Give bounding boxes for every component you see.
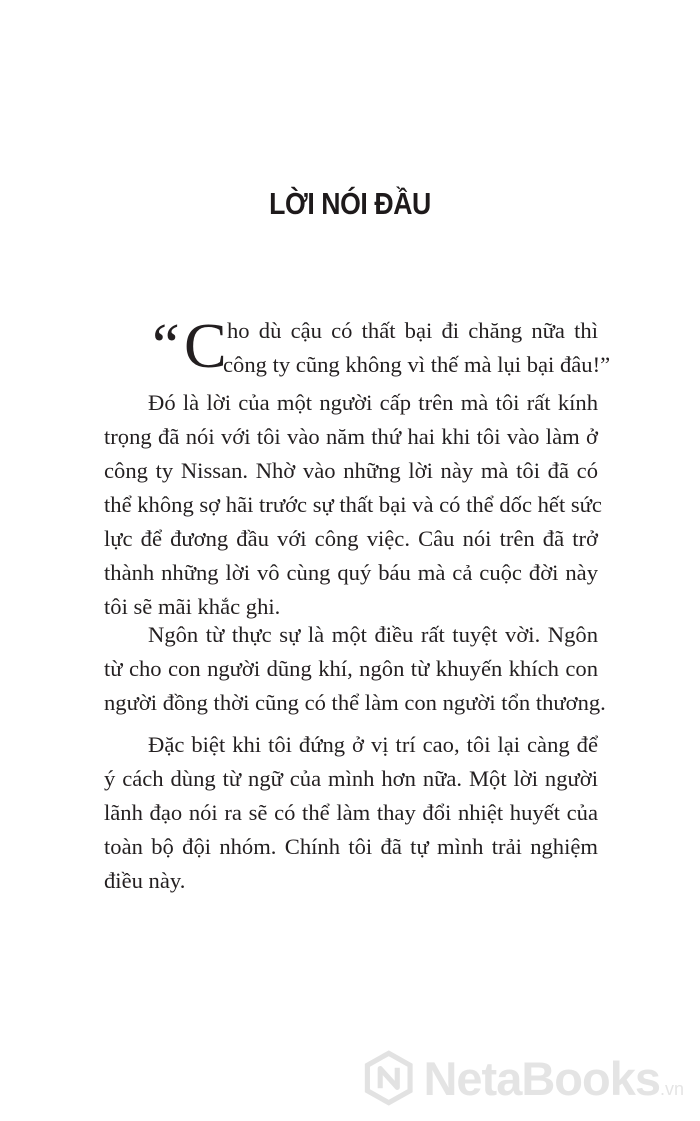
text-line: người đồng thời cũng có thể làm con người tổn thương.: [104, 690, 606, 715]
text-line: thể không sợ hãi trước sự thất bại và có thể dốc hết sức: [104, 492, 602, 517]
opening-quote: [104, 310, 611, 386]
drop-cap: C: [184, 310, 227, 381]
text-line: công ty Nissan. Nhờ vào những lời này mà tôi đã có: [104, 458, 598, 483]
text-line: toàn bộ đội nhóm. Chính tôi đã tự mình trải nghiệm: [104, 834, 598, 859]
text-line: trọng đã nói với tôi vào năm thứ hai khi tôi vào làm ở: [104, 424, 598, 449]
text-line: lực để đương đầu với công việc. Câu nói trên đã trở: [104, 526, 598, 551]
netabooks-logo-icon: [364, 1046, 413, 1110]
text-line: ý cách dùng từ ngữ của mình hơn nữa. Một lời người: [104, 766, 598, 791]
quote-line-2: công ty cũng không vì thế mà lụi bại đâu!”: [223, 352, 611, 377]
text-line: lãnh đạo nói ra sẽ có thể làm thay đổi nhiệt huyết của: [104, 800, 598, 825]
paragraph-1: [104, 386, 602, 624]
paragraph-3: [104, 728, 598, 898]
text-line: từ cho con người dũng khí, ngôn từ khuyến khích con: [104, 656, 598, 681]
text-line: thành những lời vô cùng quý báu mà cả cuộc đời này: [104, 560, 598, 585]
quotation-mark: “: [146, 312, 181, 380]
watermark-brand: NetaBooks.vn: [423, 1051, 684, 1105]
paragraph-2: [104, 618, 606, 720]
watermark-suffix: .vn: [659, 1078, 684, 1099]
page-title: LỜI NÓI ĐẦU: [269, 186, 431, 221]
text-line: tôi sẽ mãi khắc ghi.: [104, 594, 281, 619]
quote-line-1: ho dù cậu có thất bại đi chăng nữa thì: [227, 318, 598, 343]
text-line: Đó là lời của một người cấp trên mà tôi rất kính: [148, 390, 598, 415]
text-line: Đặc biệt khi tôi đứng ở vị trí cao, tôi lại càng để: [148, 732, 598, 757]
text-line: Ngôn từ thực sự là một điều rất tuyệt vời. Ngôn: [148, 622, 598, 647]
text-line: điều này.: [104, 868, 186, 893]
netabooks-watermark: [364, 1045, 684, 1111]
